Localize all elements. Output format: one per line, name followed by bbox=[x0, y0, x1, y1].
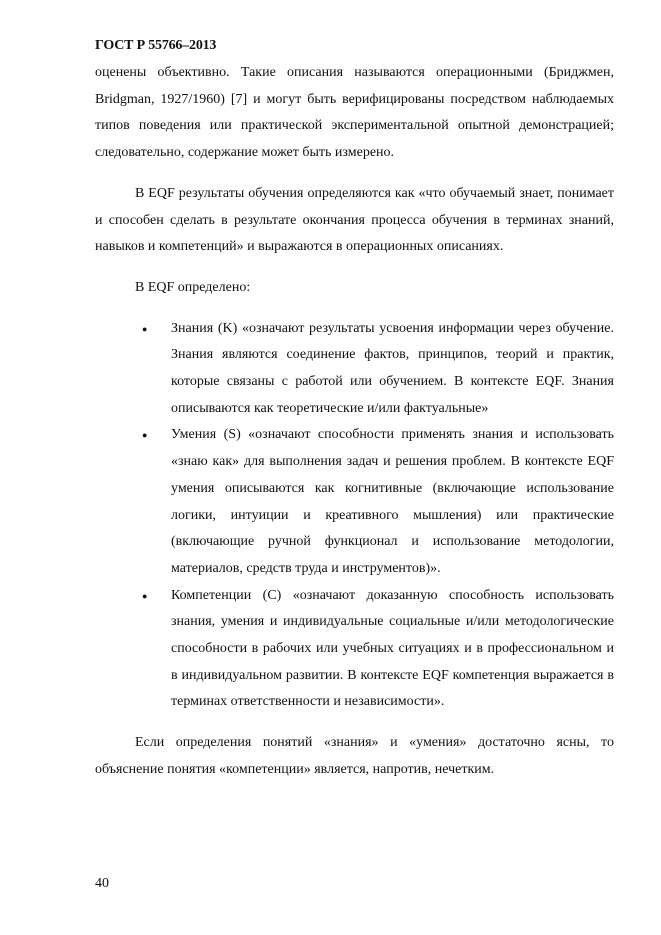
list-item-knowledge: ● Знания (K) «означают результаты усвоения информации через обучение. Знания являются соединение фактов, принципов, теорий и практик, которые связаны с работой или обучением. В контексте EQF. Знания описываются как теоретические и/или фактуальные» bbox=[171, 316, 614, 423]
list-item-skills: ● Умения (S) «означают способности применять знания и использовать «знаю как» для выполнения задач и решения проблем. В контексте EQF умения описываются как когнитивные (включающие использование логики, интуиции и креативного мышления) или практические (включающие ручной функционал и использование методологии, материалов, средств труда и инструментов)». bbox=[171, 422, 614, 582]
definitions-list bbox=[95, 316, 614, 717]
document-body bbox=[95, 60, 614, 784]
standard-header: ГОСТ Р 55766–2013 bbox=[95, 38, 217, 53]
list-item-competences: ● Компетенции (C) «означают доказанную способность использовать знания, умения и индивидуальные социальные и/или методологические способности в рабочих или учебных ситуациях и в профессиональном и в индивидуальном развитии. В контексте EQF компетенция выражается в терминах ответственности и независимости». bbox=[171, 583, 614, 717]
page-number: 40 bbox=[95, 876, 109, 891]
paragraph-competence-unclear: Если определения понятий «знания» и «умения» достаточно ясны, то объяснение понятия «компетенции» является, напротив, нечетким. bbox=[95, 735, 614, 777]
paragraph-continuation: оценены объективно. Такие описания называются операционными (Бриджмен, Bridgman, 1927/1960) [7] и могут быть верифицированы посредством наблюдаемых типов поведения или практической экспериментальной опытной демонстрацией; следовательно, содержание может быть измерено. bbox=[95, 65, 614, 161]
paragraph-eqf-outcomes: В EQF результаты обучения определяются как «что обучаемый знает, понимает и способен сделать в результате окончания процесса обучения в терминах знаний, навыков и компетенций» и выражаются в операционных описаниях. bbox=[95, 185, 614, 255]
paragraph-eqf-defined: В EQF определено: bbox=[135, 279, 251, 295]
